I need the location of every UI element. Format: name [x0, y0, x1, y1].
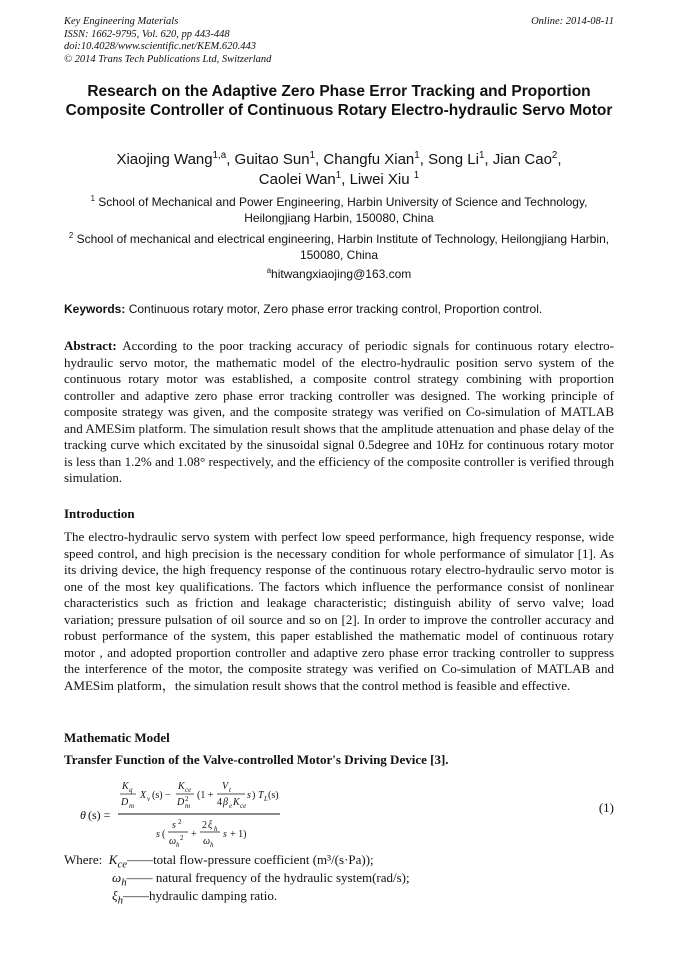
- svg-text:(s) −: (s) −: [152, 790, 171, 801]
- author: Caolei Wan$^1$: [258, 170, 342, 188]
- copyright: © 2014 Trans Tech Publications Ltd, Switzerland: [64, 53, 272, 65]
- svg-text:t: t: [229, 786, 231, 794]
- svg-text:ξ: ξ: [208, 820, 213, 831]
- definition-row: Where: $K_{ce}——total$ flow-pressure coefficient (m³/(s·Pa));: [64, 852, 374, 871]
- svg-text:θ: θ: [80, 808, 86, 822]
- svg-text:(: (: [162, 829, 166, 840]
- online-date: Online: 2014-08-11: [531, 16, 614, 27]
- svg-text:K: K: [233, 797, 240, 808]
- journal-name: Key Engineering Materials: [64, 16, 179, 27]
- author: Guitao Sun$^1$: [234, 150, 316, 168]
- introduction-text: The electro-hydraulic servo system with perfect low speed performance, high frequency response, wide speed control, and high precision is the necessary condition for whole performance of simulator [1]. As its driving device, the high frequency response of the continuous rotary electro-hydraulic servo motor is one of the most key qualifications. The factors which influence the performance consist of nonlinear characteristics such as friction and leakage characteristic; distinguish ability of servo valve; load variation; pressure pulsation of oil source and so on [2]. In order to improve the controller accuracy and robust performance of the system, this paper established the mathematic model of continuous rotary motor , and adopted proportion controller and adaptive zero phase error tracking controller to suppress the interference of the motor, the composite strategy was verified on Co-simulation of MATLAB and AMESim platform，the simulation result shows that the control method is feasible and effective.: [64, 529, 614, 693]
- svg-text:h: h: [210, 841, 214, 849]
- svg-text:h: h: [214, 825, 218, 833]
- affiliation-1: $^1$ School of Mechanical and Power Engineering, Harbin University of Science and Technology, Heilongjiang Harbin, 150080, China: [90, 194, 588, 225]
- svg-text:(s) =: (s) =: [88, 808, 111, 822]
- paper-title: Research on the Adaptive Zero Phase Error Tracking and Proportion Composite Controller of Continuous Rotary Electro-hydraulic Servo Motor: [65, 83, 613, 119]
- author-list: Xiaojing Wang$^{1,a}$, Guitao Sun$^1$, Changfu Xian$^1$, Song Li$^1$, Jian Cao$^2$, Caolei Wan$^1$, Liwei Xiu $^1$: [116, 150, 562, 188]
- svg-text:2: 2: [180, 834, 184, 842]
- author: Changfu Xian$^1$: [323, 150, 420, 168]
- svg-text:K: K: [178, 781, 185, 792]
- svg-text:T: T: [258, 790, 264, 801]
- svg-text:V: V: [222, 781, 229, 792]
- email: $^a$hitwangxiaojing@163.com: [266, 266, 412, 281]
- issn: ISSN: 1662-9795, Vol. 620, pp 443-448: [64, 28, 230, 40]
- svg-text:s: s: [156, 829, 160, 840]
- svg-text:ce: ce: [240, 802, 247, 810]
- svg-text:v: v: [147, 795, 151, 803]
- author: Xiaojing Wang$^{1,a}$: [116, 150, 227, 168]
- abstract: Abstract: According to the poor tracking accuracy of periodic signals for continuous rotary electro-hydraulic servo motor, the mathematic model of the electro-hydraulic position servo system of the continuous rotary motor was established, a composite control strategy combining with proportion controller and adaptive zero phase error tracking controller was designed. The working principle of composite strategy was given, and the composite strategy was verified on Co-simulation of MATLAB and AMESim platform. The simulation result shows that the amplitude attenuation and phase delay of the tracking curve which excitated by the sinusoidal signal 0.5degree and 10Hz for continuous rotary motor is less than 1.2% and 1.08° respectively, and the efficiency of the composite controller is verified through simulation.: [64, 338, 615, 485]
- svg-text:2: 2: [202, 820, 207, 831]
- definition-row: $\xi_h——hydraulic$ damping ratio.: [112, 888, 278, 907]
- keywords: Keywords: Continuous rotary motor, Zero phase error tracking control, Proportion control.: [64, 302, 543, 316]
- doi: doi:10.4028/www.scientific.net/KEM.620.443: [64, 41, 256, 52]
- author: Song Li$^1$: [428, 150, 485, 168]
- model-subheading: Transfer Function of the Valve-controlled Motor's Driving Device [3].: [64, 752, 449, 767]
- svg-text:(1 +: (1 +: [197, 790, 214, 801]
- svg-text:4: 4: [217, 797, 222, 808]
- author: Jian Cao$^2$: [492, 150, 558, 168]
- author: Liwei Xiu $^1$: [349, 170, 420, 188]
- svg-text:2: 2: [178, 818, 182, 826]
- svg-text:q: q: [129, 786, 133, 794]
- svg-text:ce: ce: [185, 786, 192, 794]
- svg-text:ω: ω: [169, 836, 177, 847]
- journal-meta: [64, 16, 271, 66]
- svg-text:+: +: [191, 829, 197, 840]
- svg-text:D: D: [177, 797, 185, 808]
- svg-text:h: h: [176, 841, 180, 849]
- introduction-heading: Introduction: [64, 506, 135, 521]
- svg-text:X: X: [140, 790, 147, 801]
- svg-text:s: s: [223, 829, 227, 840]
- equation-number: (1): [598, 800, 614, 815]
- svg-text:e: e: [229, 802, 233, 810]
- affiliation-2: $^2$ School of mechanical and electrical engineering, Harbin Institute of Technology, Heilongjiang Harbin, 150080, China: [68, 231, 610, 262]
- transfer-function-equation: [80, 773, 380, 853]
- svg-text:m: m: [185, 802, 191, 810]
- svg-text:2: 2: [185, 795, 189, 803]
- definition-row: $\omega_h——$ natural frequency of the hydraulic system(rad/s);: [112, 870, 410, 889]
- svg-text:ω: ω: [203, 836, 211, 847]
- svg-text:s: s: [247, 790, 251, 801]
- svg-text:m: m: [129, 802, 135, 810]
- svg-text:+ 1): + 1): [230, 829, 247, 840]
- svg-text:β: β: [223, 797, 228, 808]
- svg-text:K: K: [122, 781, 129, 792]
- svg-text:L: L: [264, 795, 268, 803]
- svg-text:): ): [252, 790, 256, 801]
- svg-text:(s): (s): [268, 790, 279, 801]
- svg-text:s: s: [172, 820, 176, 831]
- model-heading: Mathematic Model: [64, 730, 170, 745]
- svg-text:D: D: [121, 797, 129, 808]
